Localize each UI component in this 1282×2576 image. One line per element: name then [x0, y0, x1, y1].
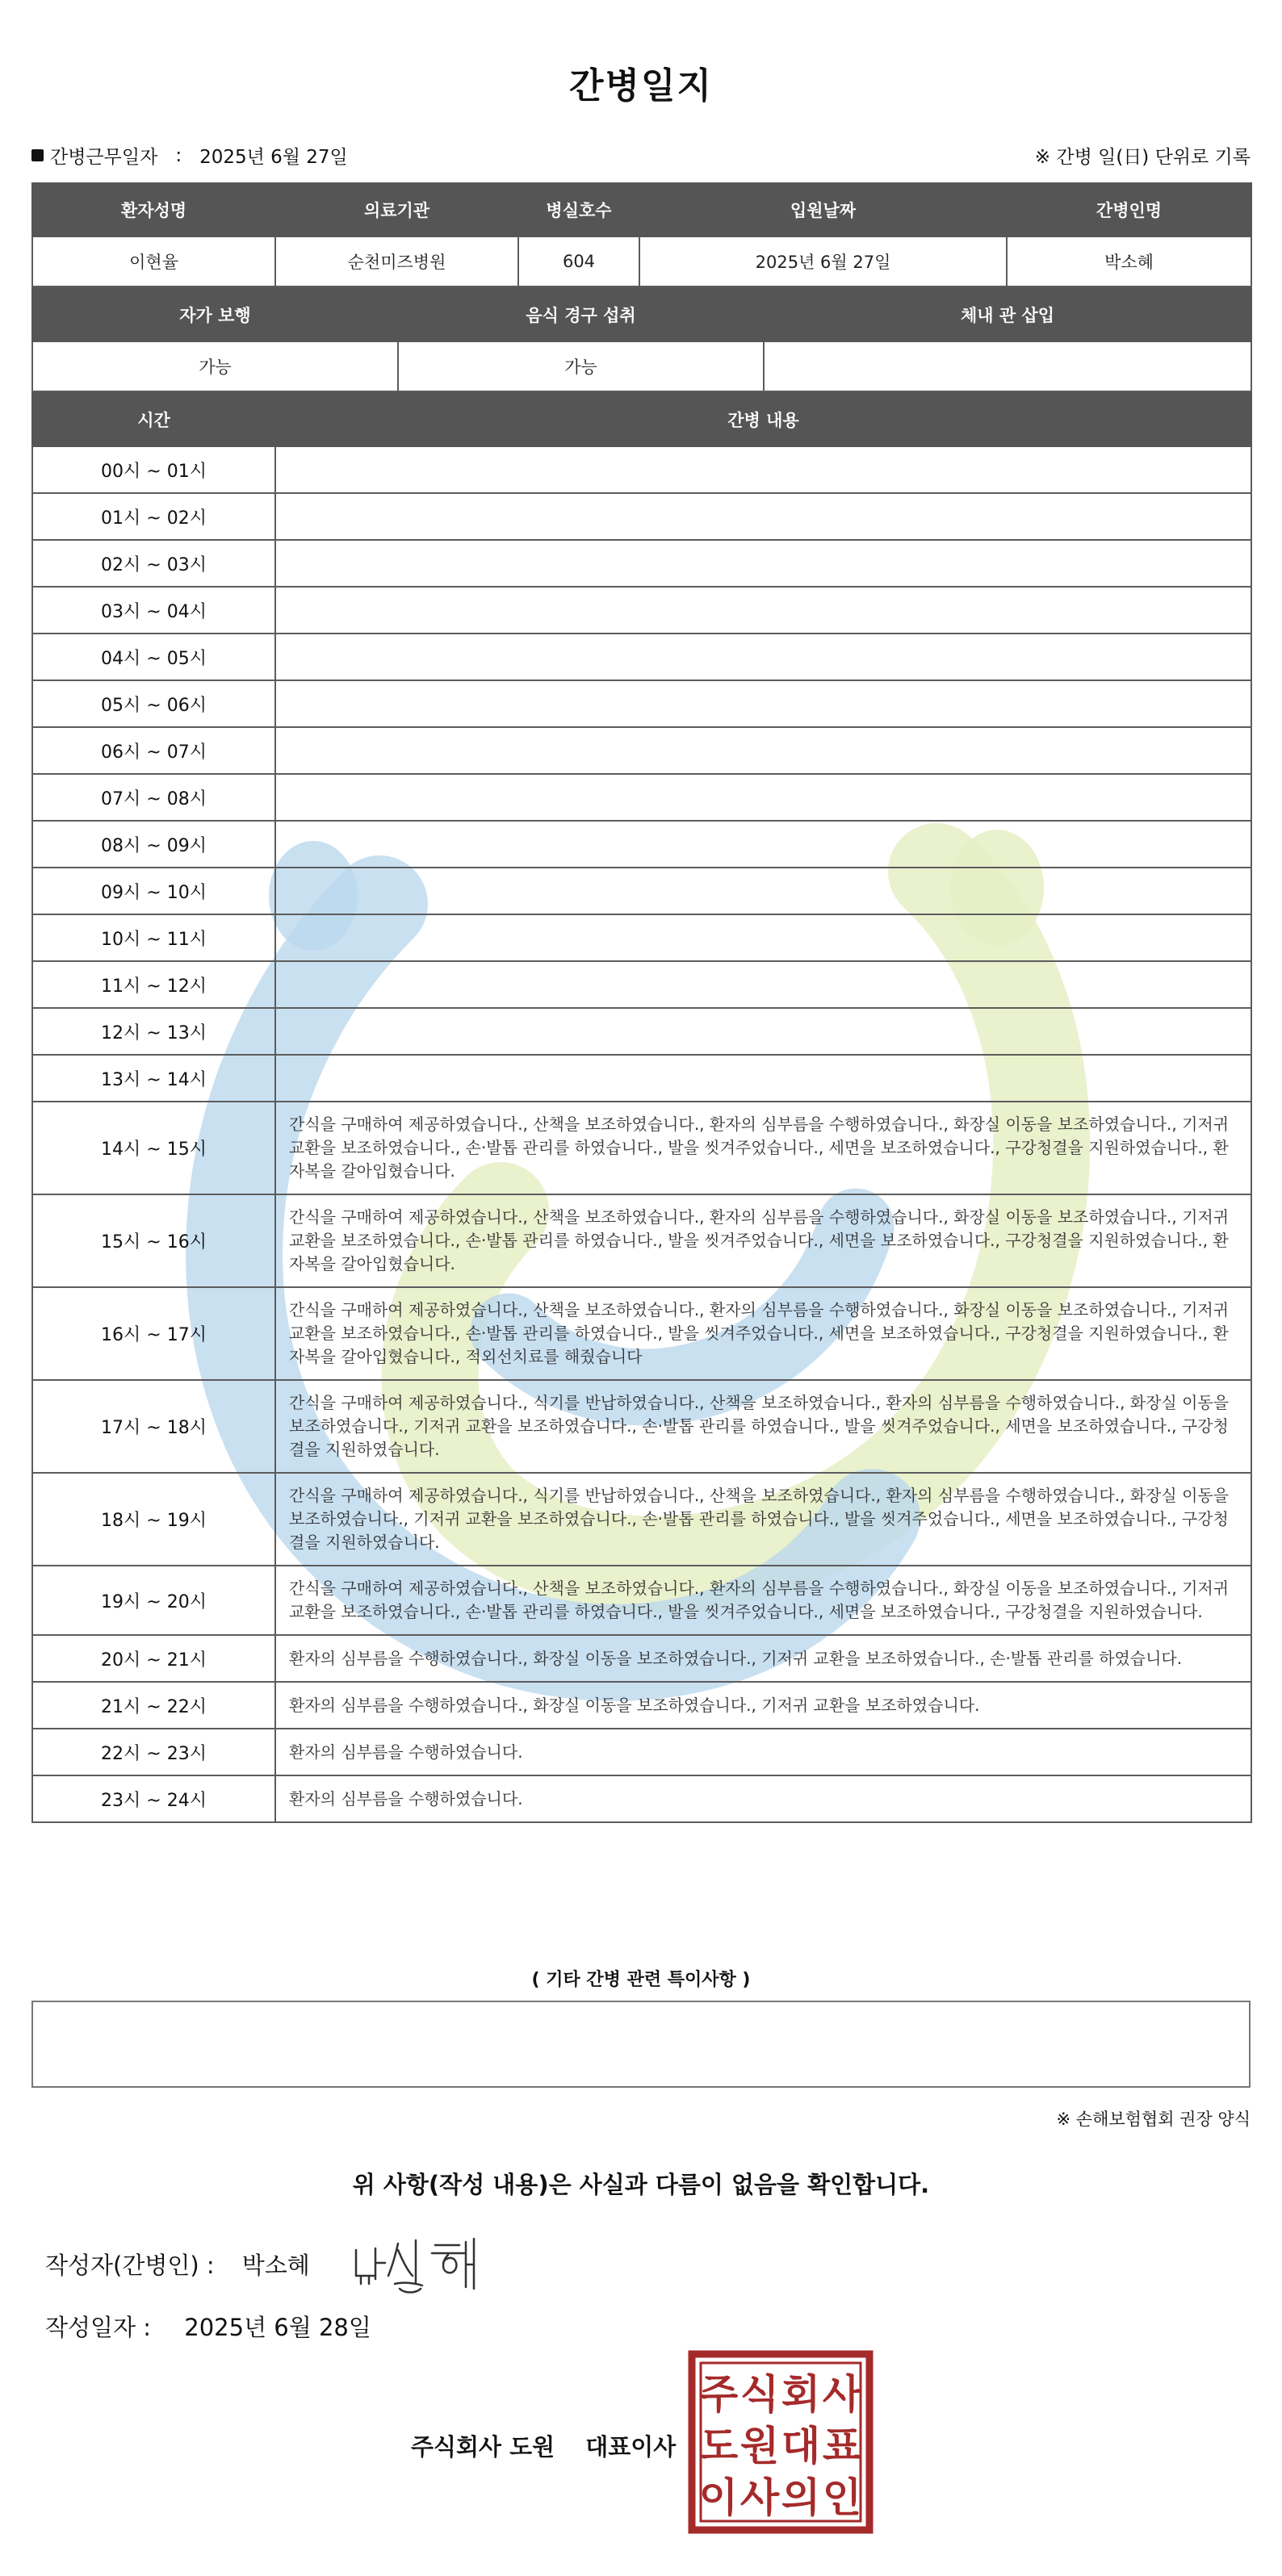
work-date-label: 간병근무일자 — [50, 147, 158, 168]
care-log-row — [32, 446, 1251, 493]
care-log-time: 06시 ~ 07시 — [32, 727, 275, 774]
care-log-content: 간식을 구매하여 제공하였습니다., 산책을 보조하였습니다., 환자의 심부름을 수행하였습니다., 화장실 이동을 보조하였습니다., 기저귀 교환을 보조하였습니다., 손·발톱 관리를 하였습니다., 발을 씻겨주었습니다., 세면을 보조하였습니다., 구강청결을 지원하였습니다., 환자복을 갈아입혔습니다., 적외선치료를 해줬습니다 — [275, 1287, 1251, 1380]
care-log-time: 16시 ~ 17시 — [32, 1287, 275, 1380]
care-log-time: 12시 ~ 13시 — [32, 1008, 275, 1055]
care-log-time: 22시 ~ 23시 — [32, 1729, 275, 1775]
care-log-time: 19시 ~ 20시 — [32, 1566, 275, 1635]
header-hospital: 의료기관 — [275, 183, 518, 236]
care-log-content — [275, 961, 1251, 1008]
care-log-content: 환자의 심부름을 수행하였습니다., 화장실 이동을 보조하였습니다., 기저귀 교환을 보조하였습니다. — [275, 1682, 1251, 1729]
write-date-value: 2025년 6월 28일 — [184, 2314, 371, 2341]
care-log-row — [32, 821, 1251, 868]
care-log-table — [31, 392, 1252, 1823]
work-date-value: 2025년 6월 27일 — [199, 147, 348, 168]
care-log-content — [275, 821, 1251, 868]
care-log-row — [32, 1566, 1251, 1635]
care-log-row — [32, 1729, 1251, 1775]
work-date-colon: : — [175, 144, 182, 166]
seal-character: 식 — [739, 2371, 780, 2418]
care-log-content — [275, 446, 1251, 493]
care-log-row — [32, 1055, 1251, 1102]
care-log-content — [275, 1055, 1251, 1102]
care-log-time: 20시 ~ 21시 — [32, 1635, 275, 1682]
company-signature-line — [411, 2429, 676, 2462]
form-source-note: ※ 손해보험협회 권장 양식 — [1056, 2110, 1251, 2129]
header-admission-date: 입원날짜 — [639, 183, 1007, 236]
patient-info-header-row — [32, 183, 1251, 236]
write-date-row — [45, 2310, 371, 2343]
hospital-name: 순천미즈병원 — [275, 236, 518, 286]
care-log-row — [32, 1635, 1251, 1682]
status-header-row — [32, 288, 1251, 341]
care-log-row — [32, 587, 1251, 634]
care-log-row — [32, 868, 1251, 914]
care-log-content — [275, 634, 1251, 680]
oral-intake-value: 가능 — [398, 341, 764, 391]
status-value-row — [32, 341, 1251, 391]
work-date — [31, 142, 348, 169]
seal-character: 주 — [698, 2371, 739, 2418]
header-self-walking: 자가 보행 — [32, 288, 398, 341]
header-patient-name: 환자성명 — [32, 183, 275, 236]
seal-character: 회 — [781, 2371, 821, 2418]
care-log-time: 21시 ~ 22시 — [32, 1682, 275, 1729]
seal-character: 인 — [822, 2474, 862, 2521]
confirmation-statement: 위 사항(작성 내용)은 사실과 다름이 없음을 확인합니다. — [352, 2171, 930, 2198]
care-log-content — [275, 1008, 1251, 1055]
care-log-time: 23시 ~ 24시 — [32, 1775, 275, 1822]
care-log-row — [32, 634, 1251, 680]
seal-character: 사 — [822, 2371, 862, 2418]
care-log-row — [32, 1473, 1251, 1566]
care-log-time: 04시 ~ 05시 — [32, 634, 275, 680]
special-notes-title: ( 기타 간병 관련 특이사항 ) — [531, 1970, 751, 1990]
care-log-content — [275, 493, 1251, 540]
care-log-content — [275, 540, 1251, 587]
care-log-header-row — [32, 393, 1251, 446]
care-log-row — [32, 727, 1251, 774]
room-number: 604 — [518, 236, 639, 286]
care-log-time: 08시 ~ 09시 — [32, 821, 275, 868]
seal-character: 사 — [739, 2474, 780, 2521]
care-log-time: 03시 ~ 04시 — [32, 587, 275, 634]
care-log-time: 18시 ~ 19시 — [32, 1473, 275, 1566]
tube-insertion-value — [764, 341, 1251, 391]
seal-character: 의 — [781, 2474, 821, 2521]
header-caregiver-name: 간병인명 — [1007, 183, 1251, 236]
write-date-label: 작성일자 : — [45, 2314, 152, 2341]
care-log-row — [32, 1287, 1251, 1380]
care-log-time: 09시 ~ 10시 — [32, 868, 275, 914]
patient-name: 이현율 — [32, 236, 275, 286]
care-log-time: 05시 ~ 06시 — [32, 680, 275, 727]
care-log-row — [32, 1102, 1251, 1194]
care-log-content: 간식을 구매하여 제공하였습니다., 식기를 반납하였습니다., 산책을 보조하였습니다., 환자의 심부름을 수행하였습니다., 화장실 이동을 보조하였습니다., 기저귀 교환을 보조하였습니다., 손·발톱 관리를 하였습니다., 발을 씻겨주었습니다., 세면을 보조하였습니다., 구강청결을 지원하였습니다. — [275, 1473, 1251, 1566]
care-log-row — [32, 540, 1251, 587]
care-log-content — [275, 680, 1251, 727]
care-log-time: 14시 ~ 15시 — [32, 1102, 275, 1194]
care-log-content — [275, 868, 1251, 914]
care-log-time: 01시 ~ 02시 — [32, 493, 275, 540]
handwritten-signature — [338, 2226, 492, 2298]
care-log-time: 10시 ~ 11시 — [32, 914, 275, 961]
care-log-time: 07시 ~ 08시 — [32, 774, 275, 821]
care-log-content: 환자의 심부름을 수행하였습니다., 화장실 이동을 보조하였습니다., 기저귀 교환을 보조하였습니다., 손·발톱 관리를 하였습니다. — [275, 1635, 1251, 1682]
care-log-body — [32, 446, 1251, 1822]
header-time: 시간 — [32, 393, 275, 446]
care-log-content — [275, 727, 1251, 774]
company-role: 대표이사 — [585, 2433, 677, 2461]
writer-name: 박소혜 — [241, 2252, 310, 2279]
care-log-time: 15시 ~ 16시 — [32, 1194, 275, 1287]
header-oral-intake: 음식 경구 섭취 — [398, 288, 764, 341]
care-log-row — [32, 1775, 1251, 1822]
special-notes-box — [31, 2001, 1251, 2088]
square-bullet-icon — [31, 149, 44, 161]
seal-character: 원 — [739, 2423, 780, 2469]
seal-character: 표 — [822, 2423, 862, 2469]
care-log-content: 간식을 구매하여 제공하였습니다., 식기를 반납하였습니다., 산책을 보조하였습니다., 환자의 심부름을 수행하였습니다., 화장실 이동을 보조하였습니다., 기저귀 교환을 보조하였습니다., 손·발톱 관리를 하였습니다., 발을 씻겨주었습니다., 세면을 보조하였습니다., 구강청결을 지원하였습니다. — [275, 1380, 1251, 1473]
care-log-content: 환자의 심부름을 수행하였습니다. — [275, 1729, 1251, 1775]
care-log-content: 환자의 심부름을 수행하였습니다. — [275, 1775, 1251, 1822]
company-name: 주식회사 도원 — [411, 2433, 555, 2461]
patient-info-table — [31, 182, 1252, 287]
care-log-row — [32, 914, 1251, 961]
company-seal-stamp — [688, 2350, 874, 2534]
care-log-content: 간식을 구매하여 제공하였습니다., 산책을 보조하였습니다., 환자의 심부름을 수행하였습니다., 화장실 이동을 보조하였습니다., 기저귀 교환을 보조하였습니다., 손·발톱 관리를 하였습니다., 발을 씻겨주었습니다., 세면을 보조하였습니다., 구강청결을 지원하였습니다., 환자복을 갈아입혔습니다. — [275, 1194, 1251, 1287]
seal-character: 이 — [698, 2474, 739, 2521]
seal-character: 도 — [698, 2423, 739, 2469]
care-log-content: 간식을 구매하여 제공하였습니다., 산책을 보조하였습니다., 환자의 심부름을 수행하였습니다., 화장실 이동을 보조하였습니다., 기저귀 교환을 보조하였습니다., 손·발톱 관리를 하였습니다., 발을 씻겨주었습니다., 세면을 보조하였습니다., 구강청결을 지원하였습니다. — [275, 1566, 1251, 1635]
care-log-time: 11시 ~ 12시 — [32, 961, 275, 1008]
care-log-content — [275, 774, 1251, 821]
writer-label: 작성자(간병인) : — [45, 2252, 215, 2279]
header-room-number: 병실호수 — [518, 183, 639, 236]
header-care-content: 간병 내용 — [275, 393, 1251, 446]
header-tube-insertion: 체내 관 삽입 — [764, 288, 1251, 341]
self-walking-value: 가능 — [32, 341, 398, 391]
care-log-content — [275, 914, 1251, 961]
care-log-content — [275, 587, 1251, 634]
document-title: 간병일지 — [568, 65, 713, 107]
writer-row — [45, 2248, 310, 2281]
meta-row — [31, 142, 1251, 171]
care-log-time: 02시 ~ 03시 — [32, 540, 275, 587]
patient-status-table — [31, 287, 1252, 392]
care-log-time: 13시 ~ 14시 — [32, 1055, 275, 1102]
care-log-row — [32, 680, 1251, 727]
care-log-content: 간식을 구매하여 제공하였습니다., 산책을 보조하였습니다., 환자의 심부름을 수행하였습니다., 화장실 이동을 보조하였습니다., 기저귀 교환을 보조하였습니다., 손·발톱 관리를 하였습니다., 발을 씻겨주었습니다., 세면을 보조하였습니다., 구강청결을 지원하였습니다., 환자복을 갈아입혔습니다. — [275, 1102, 1251, 1194]
patient-info-value-row — [32, 236, 1251, 286]
seal-character: 대 — [781, 2423, 821, 2469]
care-log-row — [32, 1380, 1251, 1473]
care-log-row — [32, 1194, 1251, 1287]
care-log-row — [32, 493, 1251, 540]
care-log-time: 17시 ~ 18시 — [32, 1380, 275, 1473]
unit-note: ※ 간병 일(日) 단위로 기록 — [1034, 147, 1251, 168]
care-log-time: 00시 ~ 01시 — [32, 446, 275, 493]
care-log-row — [32, 774, 1251, 821]
care-log-row — [32, 1008, 1251, 1055]
care-log-row — [32, 961, 1251, 1008]
admission-date: 2025년 6월 27일 — [639, 236, 1007, 286]
caregiver-name: 박소혜 — [1007, 236, 1251, 286]
care-log-row — [32, 1682, 1251, 1729]
